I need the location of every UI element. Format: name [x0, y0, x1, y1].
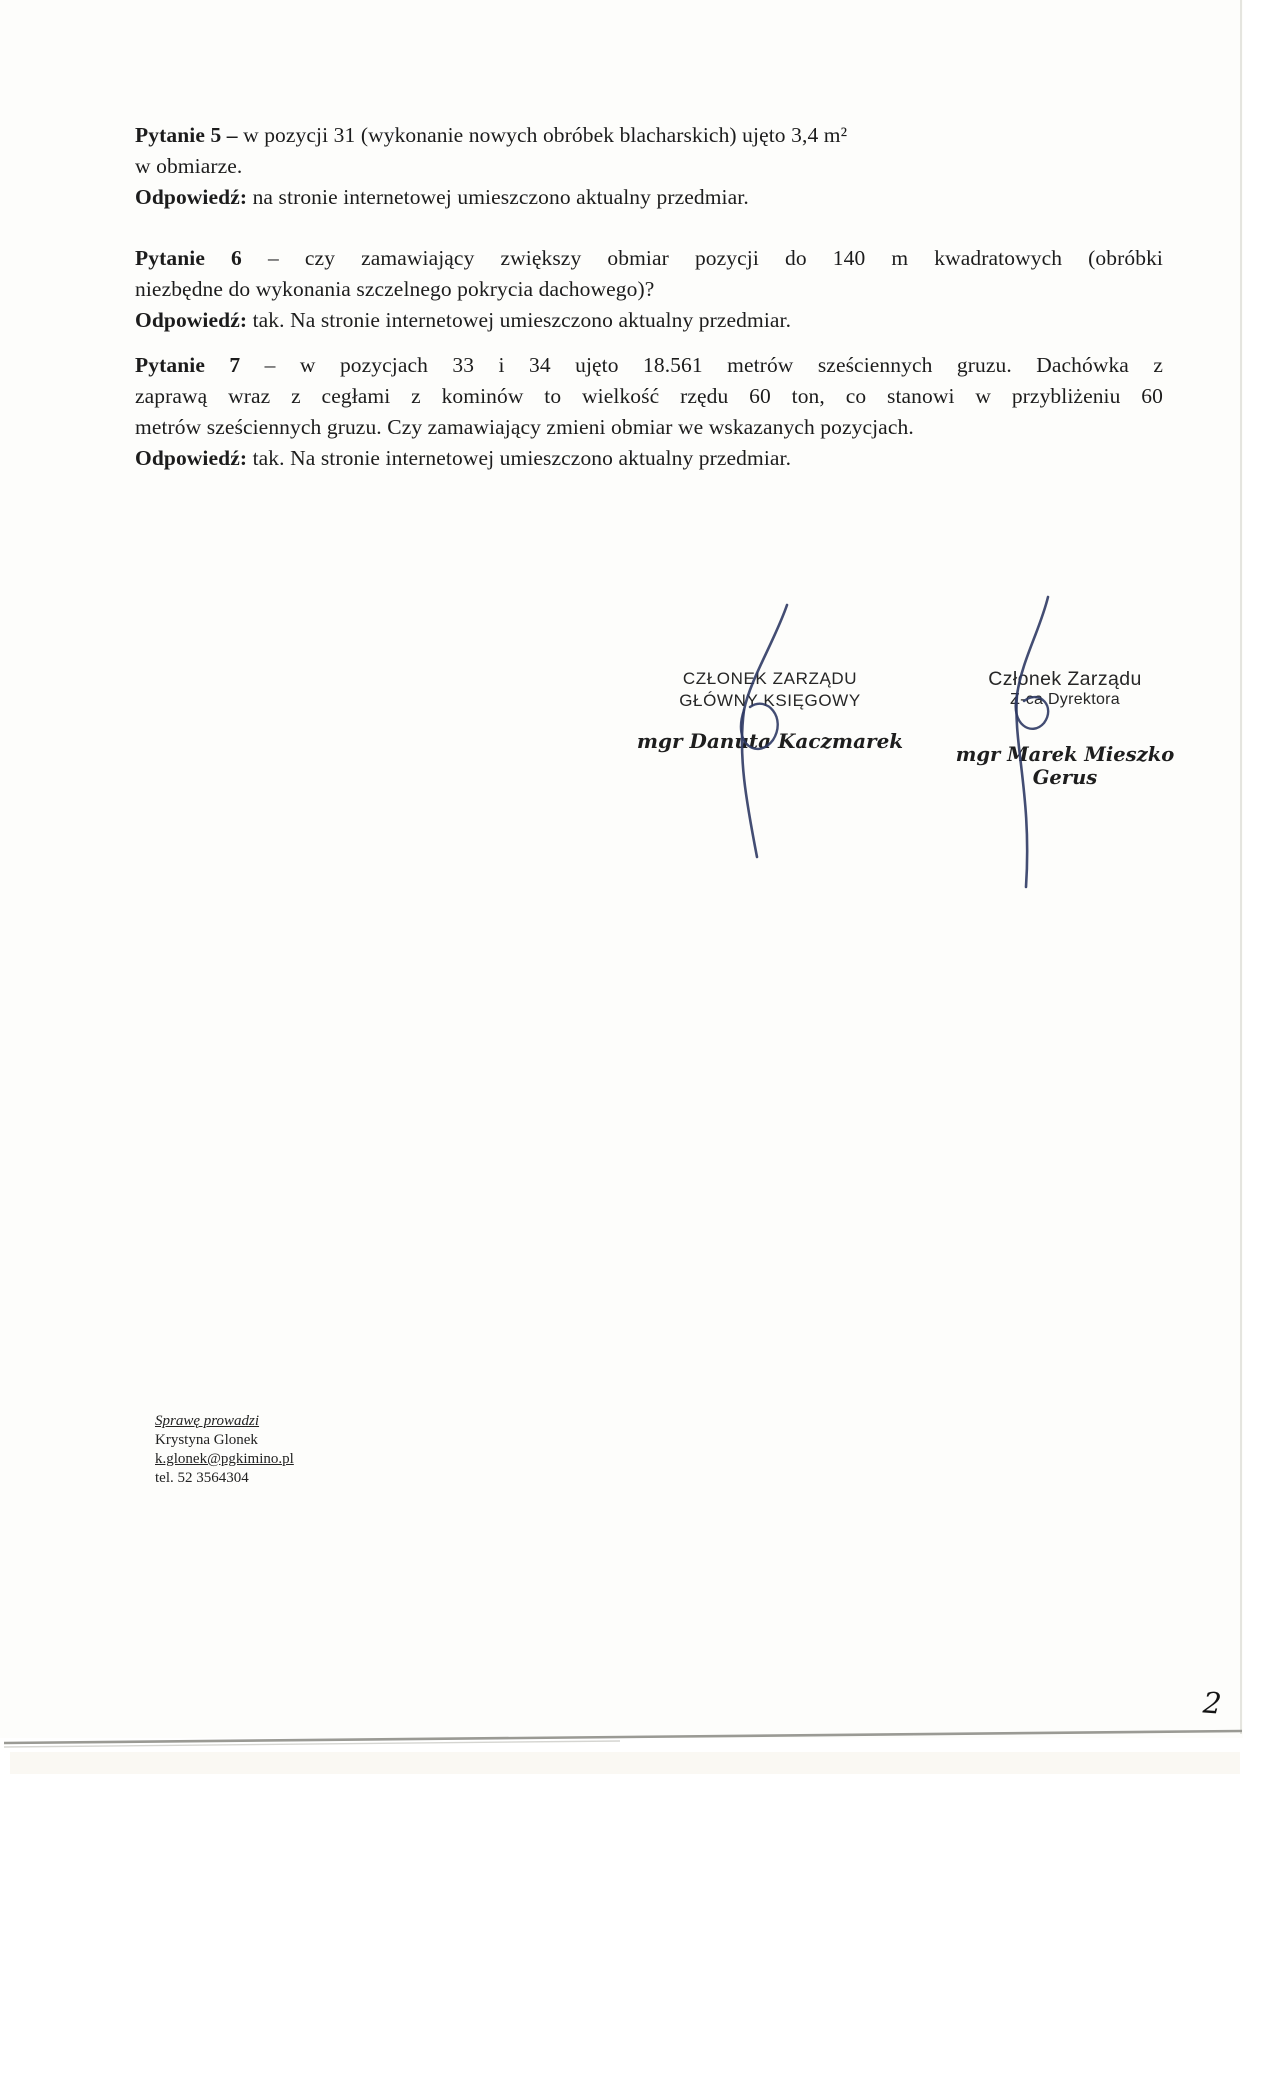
case-handler-email: k.glonek@pgkimino.pl [155, 1451, 294, 1467]
answer-text: tak. Na stronie internetowej umieszczono aktualny przedmiar. [247, 308, 792, 332]
case-handler-name: Krystyna Glonek [155, 1432, 258, 1448]
signature-left-title [635, 668, 905, 712]
qa-paragraph-pytanie-5 [135, 120, 1163, 213]
question-line [135, 243, 1163, 274]
signature-left-title-line1: CZŁONEK ZARZĄDU [682, 669, 858, 688]
signature-left-title-line2: GŁÓWNY KSIĘGOWY [679, 691, 861, 710]
answer-label: Odpowiedź: [135, 446, 248, 470]
question-text: – czy zamawiający zwiększy obmiar pozycji do 140 m kwadratowych (obróbki [241, 246, 1163, 270]
qa-paragraph-pytanie-7 [135, 350, 1163, 474]
question-text: – w pozycjach 33 i 34 ujęto 18.561 metrów sześciennych gruzu. Dachówka z [240, 353, 1163, 377]
question-label: Pytanie 5 – [135, 123, 238, 147]
question-line: metrów sześciennych gruzu. Czy zamawiający zmieni obmiar we wskazanych pozycjach. [135, 415, 914, 439]
question-line: zaprawą wraz z cegłami z kominów to wielkość rzędu 60 ton, co stanowi w przybliżeniu 60 [135, 384, 1163, 408]
handwritten-signature-stroke-right [980, 585, 1090, 895]
signature-right-title-line2: Z-ca Dyrektora [1010, 691, 1120, 708]
question-line [135, 350, 1163, 381]
qa-paragraph-pytanie-6 [135, 243, 1163, 336]
signature-right-title [935, 668, 1195, 710]
answer-line [135, 305, 1163, 336]
page-number: 2 [1201, 1685, 1223, 1721]
question-label: Pytanie 7 [135, 353, 241, 377]
question-text: w pozycji 31 (wykonanie nowych obróbek blacharskich) ujęto 3,4 m² [237, 123, 848, 147]
case-handler-heading: Sprawę prowadzi [155, 1413, 260, 1429]
answer-text: na stronie internetowej umieszczono aktualny przedmiar. [247, 185, 749, 209]
scan-right-edge-line [1240, 0, 1242, 1734]
answer-text: tak. Na stronie internetowej umieszczono aktualny przedmiar. [247, 446, 792, 470]
answer-label: Odpowiedź: [135, 308, 248, 332]
signature-right-title-line1: Członek Zarządu [988, 668, 1142, 690]
case-handler-phone: tel. 52 3564304 [155, 1470, 249, 1486]
case-handler-block [155, 1412, 294, 1488]
answer-label: Odpowiedź: [135, 185, 248, 209]
question-line: w obmiarze. [135, 154, 243, 178]
question-line: niezbędne do wykonania szczelnego pokrycia dachowego)? [135, 277, 655, 301]
answer-line [135, 182, 1163, 213]
scan-shadow-strip [10, 1752, 1240, 1774]
answer-line [135, 443, 1163, 474]
signature-right-name: mgr Marek Mieszko Gerus [955, 743, 1175, 789]
question-line [135, 120, 1163, 151]
signature-left-name: mgr Danuta Kaczmarek [636, 729, 904, 753]
question-label: Pytanie 6 [135, 246, 242, 270]
